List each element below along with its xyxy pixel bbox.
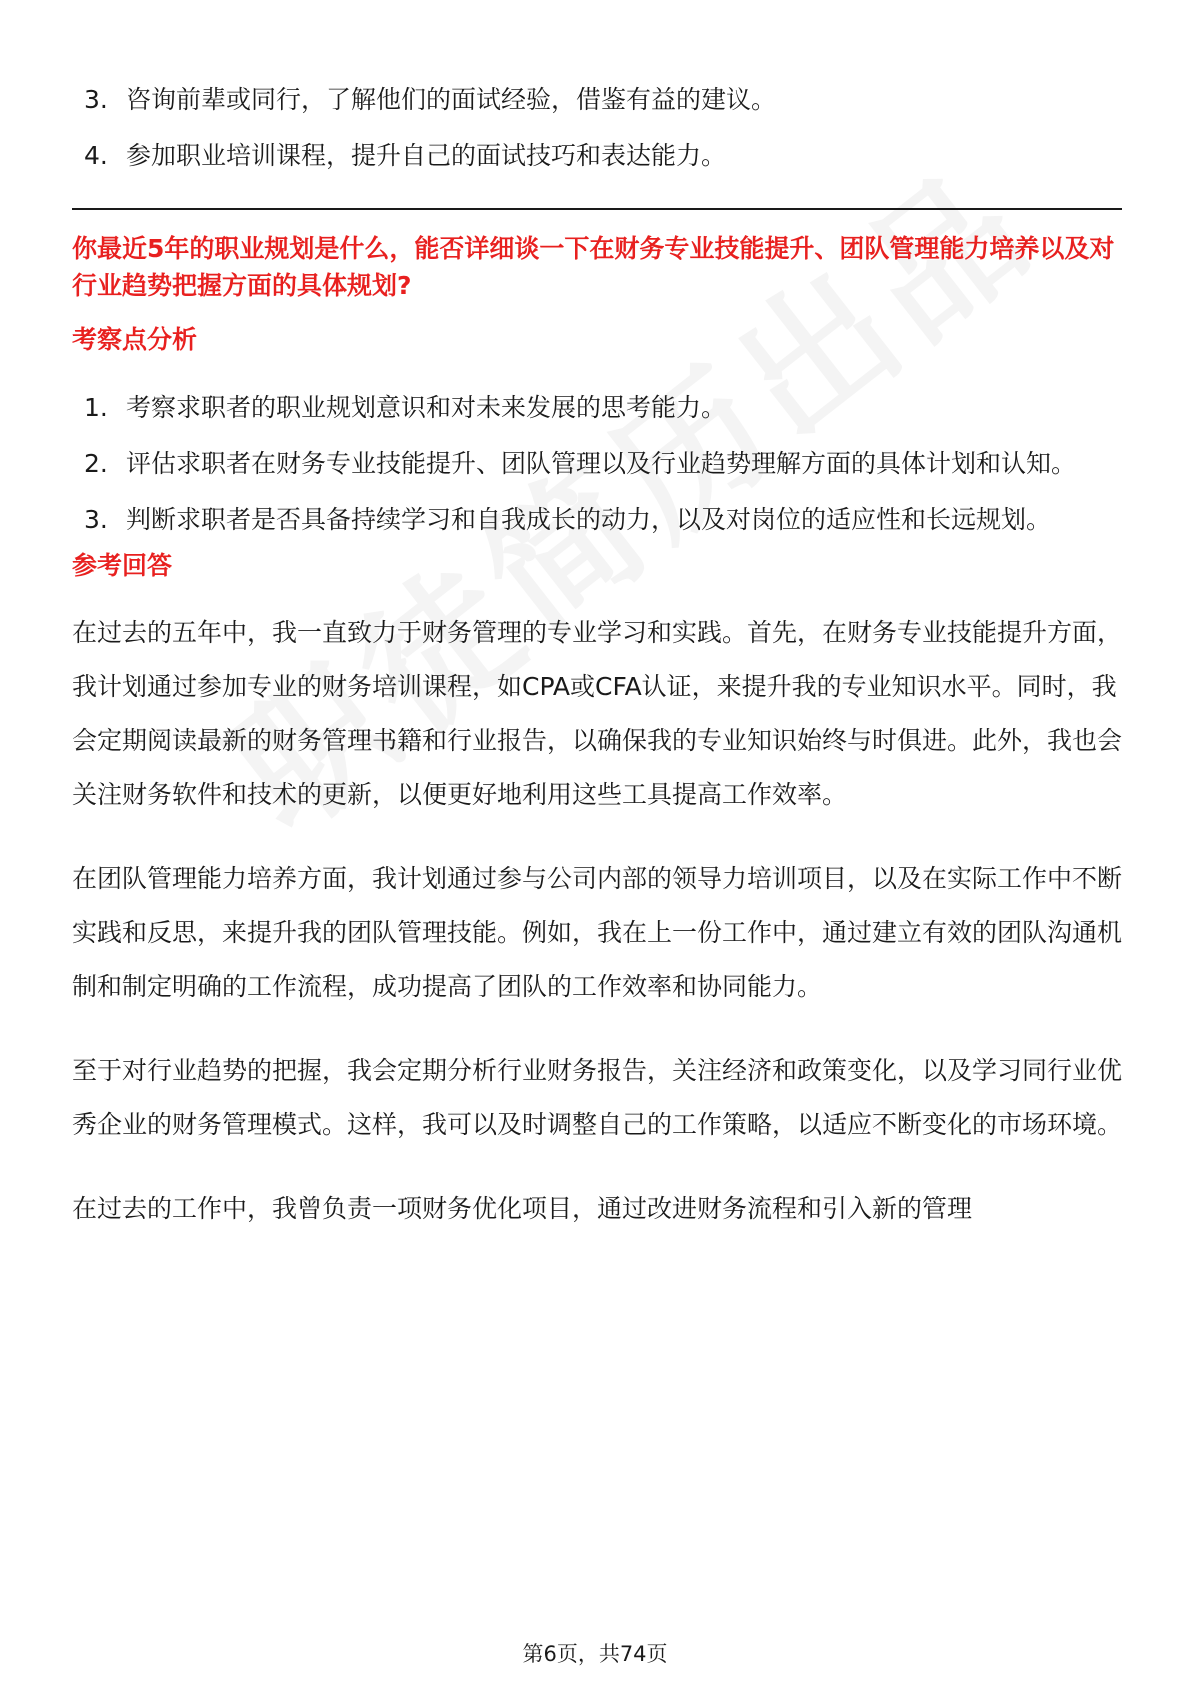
list-item-text: 判断求职者是否具备持续学习和自我成长的动力，以及对岗位的适应性和长远规划。 — [126, 505, 1052, 534]
answer-paragraph: 在过去的五年中，我一直致力于财务管理的专业学习和实践。首先，在财务专业技能提升方面，我计划通过参加专业的财务培训课程，如CPA或CFA认证，来提升我的专业知识水平。同时，我会定期阅读最新的财务管理书籍和行业报告，以确保我的专业知识始终与时俱进。此外，我也会关注财务软件和技术的更新，以便更好地利用这些工具提高工作效率。 — [72, 618, 1123, 809]
list-item-number: 4. — [84, 141, 108, 170]
page-number: 第6页，共74页 — [522, 1642, 668, 1666]
list-item-text: 考察求职者的职业规划意识和对未来发展的思考能力。 — [126, 393, 727, 422]
answer-paragraph: 至于对行业趋势的把握，我会定期分析行业财务报告，关注经济和政策变化，以及学习同行业优秀企业的财务管理模式。这样，我可以及时调整自己的工作策略，以适应不断变化的市场环境。 — [72, 1056, 1123, 1139]
list-item-text: 咨询前辈或同行，了解他们的面试经验，借鉴有益的建议。 — [126, 85, 777, 114]
page-content — [72, 72, 1122, 1266]
answer-paragraph: 在过去的工作中，我曾负责一项财务优化项目，通过改进财务流程和引入新的管理 — [72, 1194, 973, 1223]
list-item — [72, 436, 1122, 492]
section-divider — [72, 208, 1122, 210]
list-item-number: 1. — [84, 393, 108, 422]
answer-title: 参考回答 — [72, 551, 173, 580]
list-item — [72, 128, 1122, 184]
list-item-text: 参加职业培训课程，提升自己的面试技巧和表达能力。 — [126, 141, 727, 170]
list-item-number: 3. — [84, 505, 108, 534]
previous-tips-list — [72, 72, 1122, 184]
analysis-title: 考察点分析 — [72, 325, 198, 354]
list-item — [72, 492, 1122, 548]
list-item-number: 2. — [84, 449, 108, 478]
interview-question: 你最近5年的职业规划是什么，能否详细谈一下在财务专业技能提升、团队管理能力培养以及对行业趋势把握方面的具体规划? — [72, 234, 1115, 300]
list-item-text: 评估求职者在财务专业技能提升、团队管理以及行业趋势理解方面的具体计划和认知。 — [126, 449, 1077, 478]
analysis-list — [72, 380, 1122, 548]
list-item-number: 3. — [84, 85, 108, 114]
list-item — [72, 380, 1122, 436]
answer-paragraph: 在团队管理能力培养方面，我计划通过参与公司内部的领导力培训项目，以及在实际工作中不断实践和反思，来提升我的团队管理技能。例如，我在上一份工作中，通过建立有效的团队沟通机制和制定明确的工作流程，成功提高了团队的工作效率和协同能力。 — [72, 864, 1123, 1001]
list-item — [72, 72, 1122, 128]
